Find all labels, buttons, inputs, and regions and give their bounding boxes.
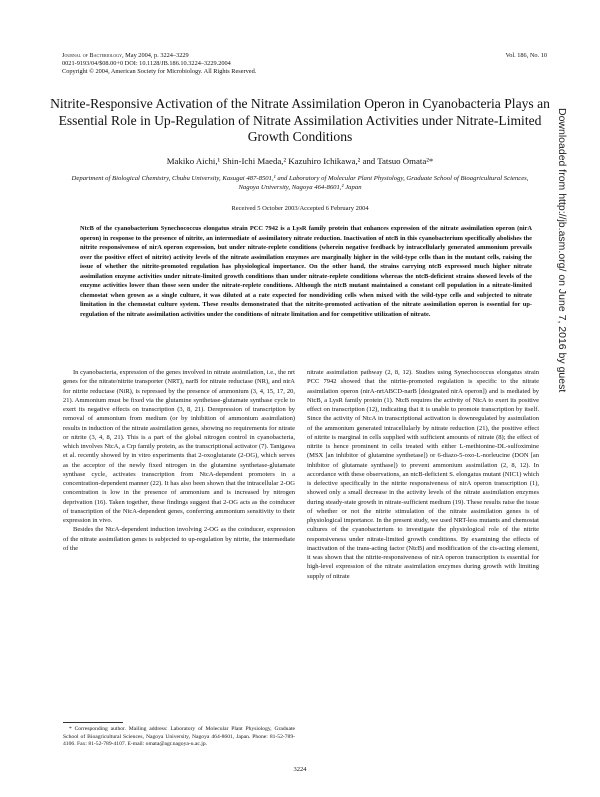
download-watermark: Downloaded from http://jb.asm.org/ on June 7, 2016 by guest bbox=[556, 108, 568, 393]
author-list: Makiko Aichi,¹ Shin-Ichi Maeda,² Kazuhiro Ichikawa,² and Tatsuo Omata²* bbox=[166, 156, 434, 166]
affiliations: Department of Biological Chemistry, Chubu University, Kasugai 487-8501,¹ and Laboratory of Molecular Plant Physiology, Graduate School of Bioagricultural Sciences, Nagoya University, Nagoya 464-8601,² Japan bbox=[71, 175, 529, 191]
journal-citation bbox=[62, 52, 392, 60]
body-column-left bbox=[63, 368, 295, 553]
volume-issue: Vol. 186, No. 10 bbox=[505, 52, 547, 59]
footnote-divider bbox=[63, 722, 123, 723]
footnote-text: * Corresponding author. Mailing address: Laboratory of Molecular Plant Physiology, Graduate School of Bioagricultural Sciences, Nagoya University, Nagoya 464-8601, Japan. Phone: 81-52-789-4106. Fax: 81-52-789-4107. E-mail: omata@agr.nagoya-u.ac.jp. bbox=[63, 726, 295, 748]
copyright-line: Copyright © 2004, American Society for Microbiology. All Rights Reserved. bbox=[62, 68, 257, 75]
body-column-right bbox=[307, 368, 539, 581]
body-paragraph: Besides the NtcA-dependent induction involving 2-OG as the coinducer, expression of the nitrate assimilation genes is subjected to up-regulation by nitrite, the intermediate of the bbox=[63, 526, 295, 552]
received-dates: Received 5 October 2003/Accepted 6 February 2004 bbox=[231, 205, 369, 212]
body-paragraph: nitrate assimilation pathway (2, 8, 12). Studies using Synechococcus elongatus strain PCC 7942 showed that the nitrite-promoted regulation is specific to the nitrate assimilation operon (nirA-nrtABCD-narB [designated nirA operon]) and is mediated by NtcB, a LysR family protein (1). NtcB requires the activity of NtcA to exert its positive effect on transcription (12), indicating that it is unable to promote transcription by itself. Since the activity of NtcA in transcriptional activation is downregulated by assimilation of the ammonium generated intracellularly by nitrate reduction (21), the positive effect of nitrite is marginal in cells supplied with sufficient amounts of nitrate (8); the effect of nitrite is hence prominent in cells treated with either L-methionine-DL-sulfoximine (MSX [an inhibitor of glutamine synthetase]) or 6-diazo-5-oxo-L-norleucine (DON [an inhibitor of glutamate synthase]) to prevent ammonium assimilation (2, 8, 12). In accordance with these observations, an ntcB-deficient S. elongatus mutant (NIC1) which is defective specifically in the nitrite responsiveness of nirA operon transcription (1), showed only a small decrease in the activity levels of the nitrate assimilation enzymes during steady-state growth in nitrate-sufficient medium (19). These results raise the issue of whether or not the nitrite stimulation of the nitrate assimilation genes is of physiological importance. In the present study, we used NRT-less mutants and chemostat cultures of the cyanobacterium to investigate the physiological role of the nitrite responsiveness under nitrate-limited growth conditions. By examining the effects of inactivation of the trans-acting factor (NtcB) and modification of the cis-acting element, it was shown that the nitrite-responsiveness of nirA operon transcription is essential for high-level expression of the nitrate assimilation enzymes during growth with limiting supply of nitrate bbox=[307, 369, 539, 580]
page-number: 3224 bbox=[293, 766, 307, 773]
body-paragraph: In cyanobacteria, expression of the genes involved in nitrate assimilation, i.e., the nrt genes for the nitrate/nitrite transporter (NRT), narB for nitrate reductase (NR), and nirA for nitrite reductase (NiR), is repressed by the presence of ammonium (3, 4, 15, 17, 20, 21). Ammonium must be fixed via the glutamine synthetase-glutamate synthase cycle to exert its negative effects on transcription (3, 8, 21). Derepression of transcription by removal of ammonium from medium (or by inhibition of ammonium assimilation) results in induction of the nitrate assimilation genes, showing no requirements for nitrate or nitrite (3, 4, 8, 21). This is a part of the global nitrogen control in cyanobacteria, which involves NtcA, a Crp family protein, as the transcriptional activator (7). Tanigawa et al. recently showed by in vitro experiments that 2-oxoglutarate (2-OG), which serves as the acceptor of the newly fixed nitrogen in the glutamine synthetase-glutamate synthase cycle, activates transcription from NtcA-dependent promoters in a concentration-dependent manner (22). It has also been shown that the intracellular 2-OG concentration is low in the presence of ammonium and is increased by nitrogen deprivation (16). Taken together, these findings suggest that 2-OG acts as the coinducer of transcription of the NtcA-dependent genes, conferring ammonium sensitivity to their expression in vivo. bbox=[63, 369, 295, 524]
journal-date-pages: , May 2004, p. 3224–3229 bbox=[122, 52, 189, 59]
doi-line: 0021-9193/04/$08.00+0 DOI: 10.1128/JB.186.10.3224–3229.2004 bbox=[62, 60, 231, 67]
corresponding-author-footnote bbox=[63, 726, 295, 749]
journal-name: Journal of Bacteriology bbox=[62, 52, 123, 59]
abstract: NtcB of the cyanobacterium Synechococcus elongatus strain PCC 7942 is a LysR family protein that enhances expression of the nitrate assimilation operon (nirA operon) in response to the presence of nitrite, an intermediate of assimilatory nitrate reduction. Inactivation of ntcB in this cyanobacterium specifically abolishes the nitrite responsiveness of nirA operon expression, but under nitrate-replete conditions (wherein negative feedback by intracellularly generated ammonium prevails over the positive effect of nitrite) activity levels of the nitrate assimilation enzymes are marginally higher in the wild-type cells than in the mutant cells, raising the issue of whether the nitrite-promoted regulation has physiological importance. On the other hand, the strains carrying ntcB expressed much higher nitrate assimilation enzyme activities under nitrate-limited growth conditions than under nitrate-replete conditions whereas the ntcB-deficient strains showed levels of the enzyme activities lower than those seen under the nitrate-replete conditions. Although the ntcB mutant maintained a constant cell population in a nitrate-limited chemostat when grown as a single culture, it was diluted at a rate expected for nondividing cells when mixed with the wild-type cells and subjected to nitrate limitation in the chemostat culture system. These results demonstrated that the nitrite-promoted activation of the nitrate assimilation operon is essential for up-regulation of the nitrate assimilation activities under the conditions of nitrate limitation and for competitive utilization of nitrate. bbox=[80, 225, 532, 318]
journal-header bbox=[62, 52, 392, 76]
article-title: Nitrite-Responsive Activation of the Nitrate Assimilation Operon in Cyanobacteria Plays an Essential Role in Up-Regulation of Nitrate Assimilation Activities under Nitrate-Limited Growth Conditions bbox=[50, 96, 550, 144]
